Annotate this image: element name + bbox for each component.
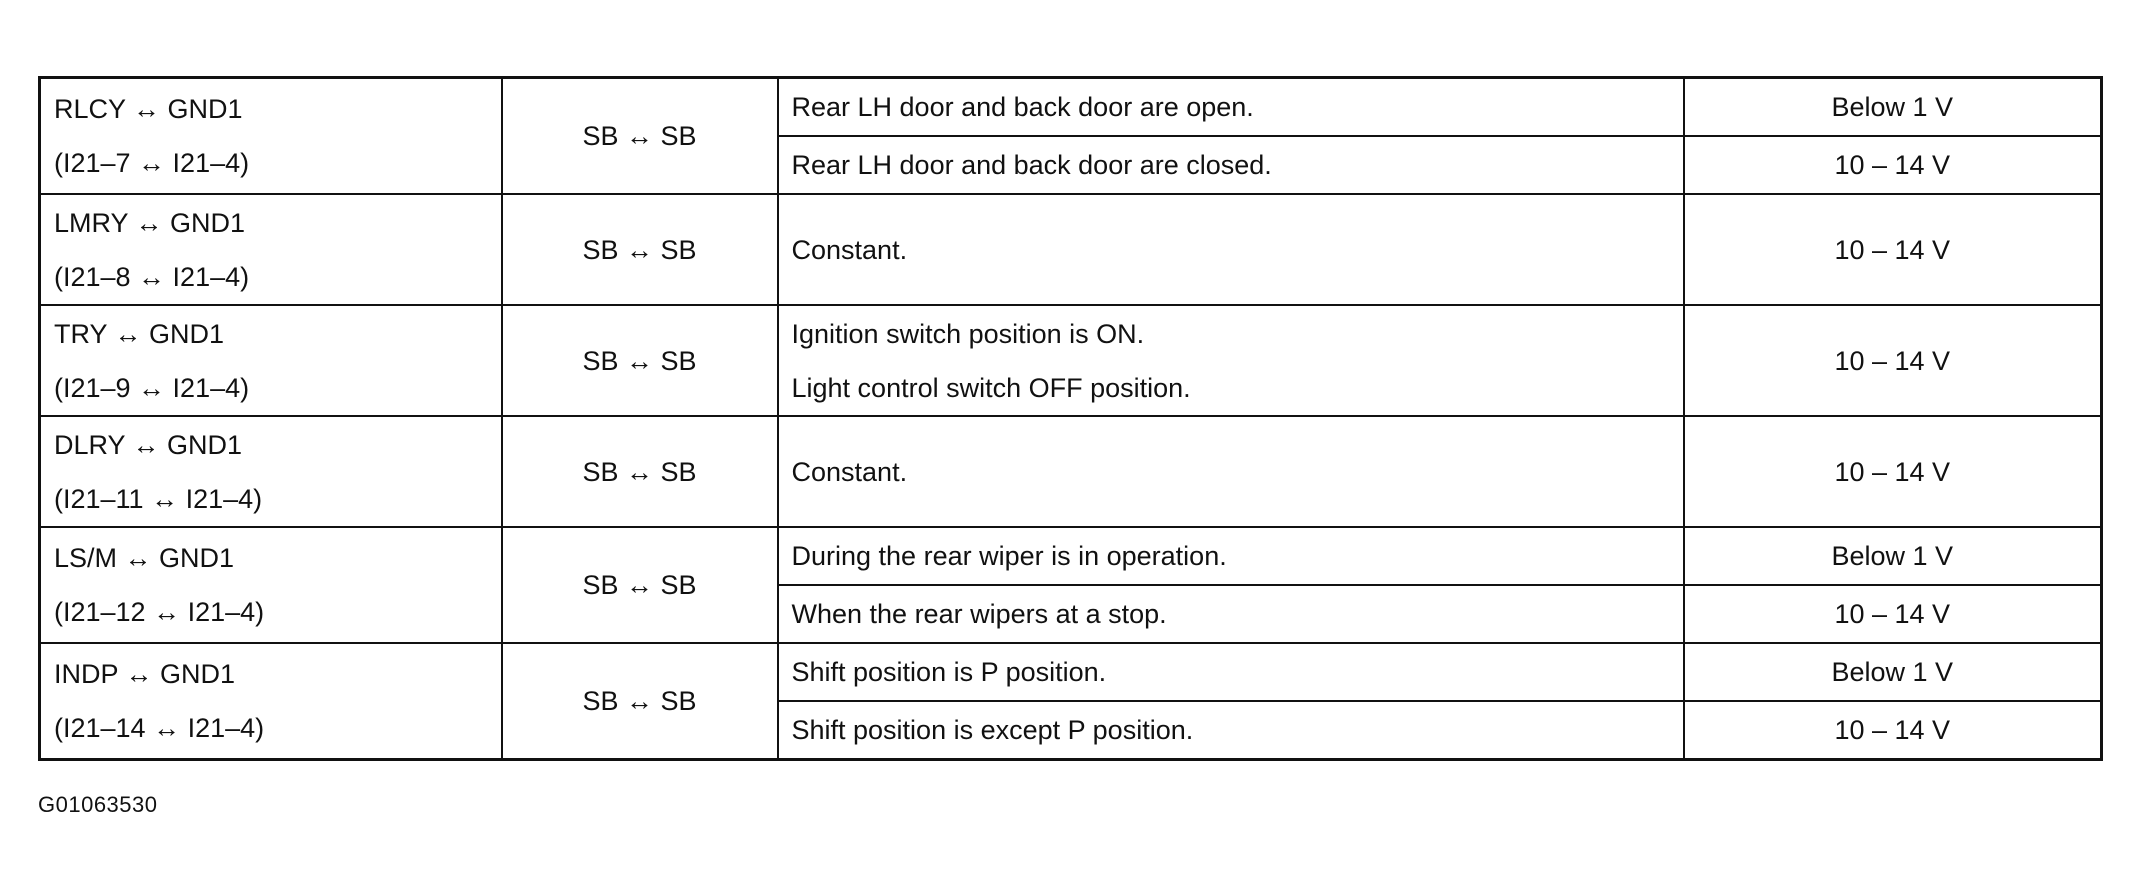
wire-color-cell: SB ↔ SB — [502, 643, 778, 760]
terminal-pins: (I21–14 ↔ I21–4) — [54, 713, 265, 743]
terminal-name: DLRY ↔ GND1 — [54, 429, 243, 460]
condition-cell: During the rear wiper is in operation. — [778, 527, 1684, 585]
wire-color-cell: SB ↔ SB — [502, 78, 778, 195]
condition-cell: Constant. — [778, 416, 1684, 527]
wire-color-cell: SB ↔ SB — [502, 527, 778, 643]
condition-cell: Rear LH door and back door are open. — [778, 78, 1684, 137]
wire-color-cell: SB ↔ SB — [502, 305, 778, 416]
spec-cell: 10 – 14 V — [1684, 585, 2102, 643]
terminal-voltage-table — [38, 76, 2103, 761]
condition-line: Ignition switch position is ON. — [791, 318, 1145, 349]
terminal-cell — [40, 643, 502, 760]
table-row — [40, 305, 2102, 416]
condition-cell: Constant. — [778, 194, 1684, 305]
spec-cell: 10 – 14 V — [1684, 416, 2102, 527]
figure-code: G01063530 — [38, 792, 158, 817]
terminal-name: INDP ↔ GND1 — [54, 659, 236, 689]
terminal-pins: (I21–9 ↔ I21–4) — [54, 372, 250, 403]
table-row — [40, 643, 2102, 701]
spec-cell: Below 1 V — [1684, 527, 2102, 585]
spec-cell: Below 1 V — [1684, 643, 2102, 701]
terminal-name: TRY ↔ GND1 — [54, 318, 225, 349]
terminal-cell — [40, 78, 502, 195]
terminal-name: LMRY ↔ GND1 — [54, 207, 246, 238]
condition-cell: When the rear wipers at a stop. — [778, 585, 1684, 643]
spec-cell: 10 – 14 V — [1684, 701, 2102, 760]
condition-cell: Rear LH door and back door are closed. — [778, 136, 1684, 194]
table-row — [40, 416, 2102, 527]
terminal-cell — [40, 194, 502, 305]
wire-color-cell: SB ↔ SB — [502, 416, 778, 527]
terminal-cell — [40, 416, 502, 527]
table-row — [40, 194, 2102, 305]
table-row — [40, 527, 2102, 585]
terminal-name: RLCY ↔ GND1 — [54, 94, 243, 124]
terminal-pins: (I21–11 ↔ I21–4) — [54, 483, 263, 514]
condition-cell: Shift position is P position. — [778, 643, 1684, 701]
terminal-cell — [40, 527, 502, 643]
condition-cell: Shift position is except P position. — [778, 701, 1684, 760]
terminal-name: LS/M ↔ GND1 — [54, 543, 235, 573]
wire-color-cell: SB ↔ SB — [502, 194, 778, 305]
condition-cell — [778, 305, 1684, 416]
terminal-cell — [40, 305, 502, 416]
spec-cell: Below 1 V — [1684, 78, 2102, 137]
spec-cell: 10 – 14 V — [1684, 305, 2102, 416]
condition-line: Light control switch OFF position. — [791, 372, 1191, 403]
terminal-pins: (I21–8 ↔ I21–4) — [54, 261, 250, 292]
table-row — [40, 78, 2102, 137]
terminal-pins: (I21–7 ↔ I21–4) — [54, 148, 250, 178]
spec-cell: 10 – 14 V — [1684, 194, 2102, 305]
spec-cell: 10 – 14 V — [1684, 136, 2102, 194]
terminal-pins: (I21–12 ↔ I21–4) — [54, 597, 265, 627]
